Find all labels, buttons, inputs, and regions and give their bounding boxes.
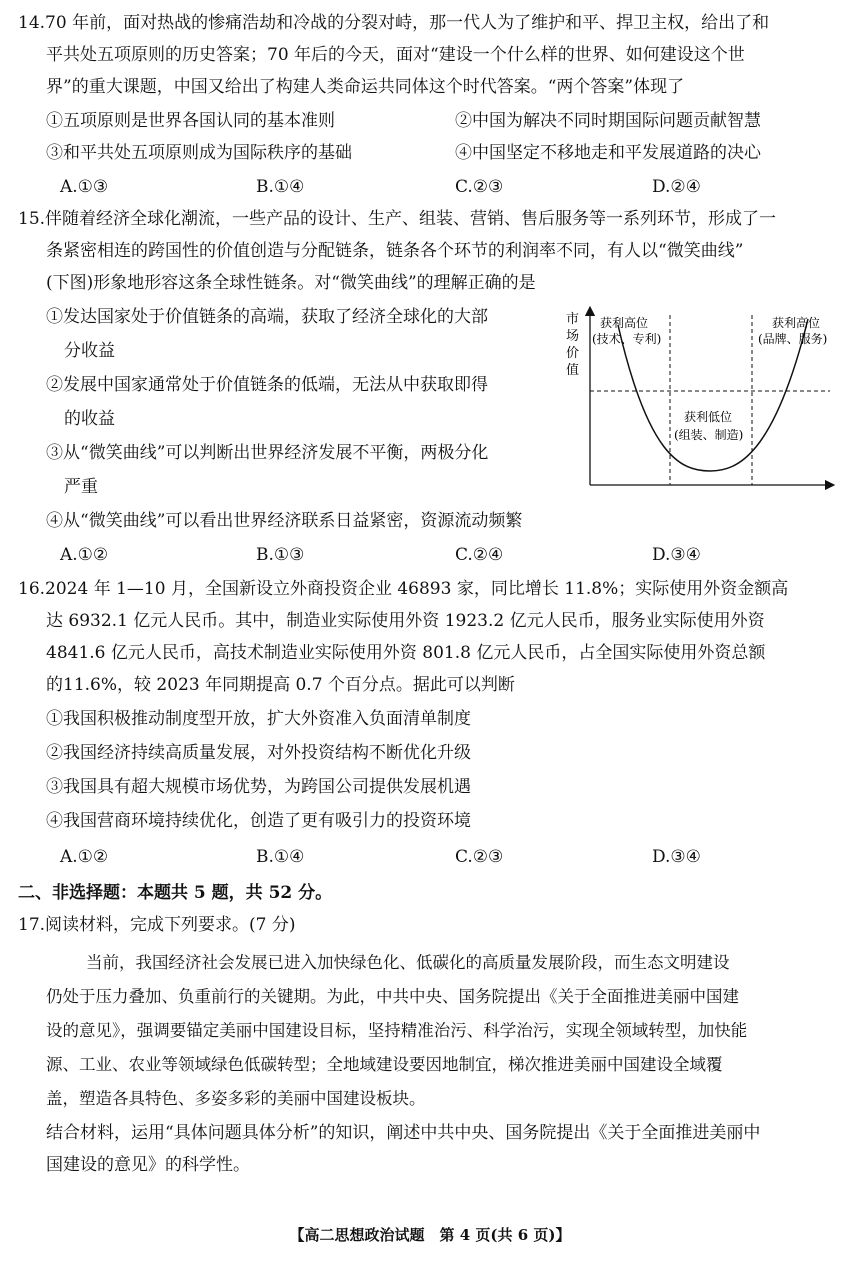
q14-option-b[interactable]: B.①④ [256,177,305,197]
section-2-heading: 二、非选择题：本题共 5 题，共 52 分。 [18,883,333,903]
q14-statement-3: ③和平共处五项原则成为国际秩序的基础 [46,143,352,163]
q17-material-1: 当前，我国经济社会发展已进入加快绿色化、低碳化的高质量发展阶段，而生态文明建设 [86,953,730,972]
q15-option-d[interactable]: D.③④ [652,545,701,565]
q15-line-1: 15.伴随着经济全球化潮流，一些产品的设计、生产、组装、营销、售后服务等一系列环节，形成了一 [18,209,777,229]
y-label-2: 场 [566,329,580,344]
page-footer: 【高二思想政治试题 第 4 页(共 6 页)】 [289,1226,571,1244]
low-label: 获利低位 [684,410,733,424]
q15-option-c[interactable]: C.②④ [455,545,504,565]
right-high-sub: (品牌、服务) [758,332,828,346]
q16-statement-1: ①我国积极推动制度型开放，扩大外资准入负面清单制度 [46,709,471,729]
q16-option-b[interactable]: B.①④ [256,847,305,867]
q15-statement-1b: 分收益 [64,341,115,361]
q16-statement-3: ③我国具有超大规模市场优势，为跨国公司提供发展机遇 [46,777,471,797]
q16-line-3: 4841.6 亿元人民币，高技术制造业实际使用外资 801.8 亿元人民币，占全国实际使用外资总额 [46,643,766,663]
q16-option-c[interactable]: C.②③ [455,847,504,867]
q14-line-3: 界”的重大课题，中国又给出了构建人类命运共同体这个时代答案。“两个答案”体现了 [46,77,685,97]
y-label-1: 市 [566,312,580,327]
q14-statement-4: ④中国坚定不移地走和平发展道路的决心 [455,143,761,163]
smile-curve-diagram [560,305,850,505]
q16-statement-2: ②我国经济持续高质量发展，对外投资结构不断优化升级 [46,743,471,763]
q15-statement-3b: 严重 [64,477,98,497]
q16-line-2: 达 6932.1 亿元人民币。其中，制造业实际使用外资 1923.2 亿元人民币，服务业实际使用外资 [46,611,765,631]
q17-task-2: 国建设的意见》的科学性。 [46,1155,250,1175]
q15-statement-3a: ③从“微笑曲线”可以判断出世界经济发展不平衡，两极分化 [46,443,489,463]
right-high-label: 获利高位 [772,316,821,330]
q14-line-1: 14.70 年前，面对热战的惨痛浩劫和冷战的分裂对峙，那一代人为了维护和平、捍卫主权，给出了和 [18,13,770,33]
q16-line-4: 的11.6%，较 2023 年同期提高 0.7 个百分点。据此可以判断 [46,675,515,695]
q15-option-b[interactable]: B.①③ [256,545,305,565]
q15-statement-2b: 的收益 [64,409,115,429]
q14-option-d[interactable]: D.②④ [652,177,701,197]
q17-title: 17.阅读材料，完成下列要求。(7 分) [18,915,296,935]
low-sub: (组装、制造) [674,428,744,442]
q17-task-1: 结合材料，运用“具体问题具体分析”的知识，阐述中共中央、国务院提出《关于全面推进美丽中 [46,1123,761,1143]
q14-statement-2: ②中国为解决不同时期国际问题贡献智慧 [455,111,761,131]
q14-options [0,176,860,198]
q16-option-a[interactable]: A.①② [60,847,109,867]
q16-option-d[interactable]: D.③④ [652,847,701,867]
left-high-label: 获利高位 [600,316,649,330]
q14-option-a[interactable]: A.①③ [60,177,109,197]
q14-line-2: 平共处五项原则的历史答案；70 年后的今天，面对“建设一个什么样的世界、如何建设这个世 [46,45,745,65]
y-label-3: 价 [566,346,580,361]
q15-statement-4: ④从“微笑曲线”可以看出世界经济联系日益紧密，资源流动频繁 [46,511,523,531]
q15-option-a[interactable]: A.①② [60,545,109,565]
left-high-sub: (技术、专利) [592,332,662,346]
q16-options [0,846,860,868]
q14-option-c[interactable]: C.②③ [455,177,504,197]
q15-options [0,544,860,566]
q16-statement-4: ④我国营商环境持续优化，创造了更有吸引力的投资环境 [46,811,471,831]
q17-material-5: 盖，塑造各具特色、多姿多彩的美丽中国建设板块。 [46,1089,426,1108]
q17-material-2: 仍处于压力叠加、负重前行的关键期。为此，中共中央、国务院提出《关于全面推进美丽中国建 [46,987,739,1006]
q17-material-3: 设的意见》，强调要锚定美丽中国建设目标，坚持精准治污、科学治污，实现全领域转型，加快能 [46,1021,748,1040]
q14-statement-1: ①五项原则是世界各国认同的基本准则 [46,111,335,131]
q16-line-1: 16.2024 年 1—10 月，全国新设立外商投资企业 46893 家，同比增长 11.8%；实际使用外资金额高 [18,579,789,599]
q15-line-2: 条紧密相连的跨国性的价值创造与分配链条，链条各个环节的利润率不同，有人以“微笑曲线” [46,241,744,261]
q17-material-4: 源、工业、农业等领域绿色低碳转型；全地域建设要因地制宜，梯次推进美丽中国建设全域覆 [46,1055,723,1074]
q15-statement-2a: ②发展中国家通常处于价值链条的低端，无法从中获取即得 [46,375,488,395]
q15-line-3: (下图)形象地形容这条全球性链条。对“微笑曲线”的理解正确的是 [46,273,536,293]
y-label-4: 值 [566,363,580,378]
q15-statement-1a: ①发达国家处于价值链条的高端，获取了经济全球化的大部 [46,307,488,327]
